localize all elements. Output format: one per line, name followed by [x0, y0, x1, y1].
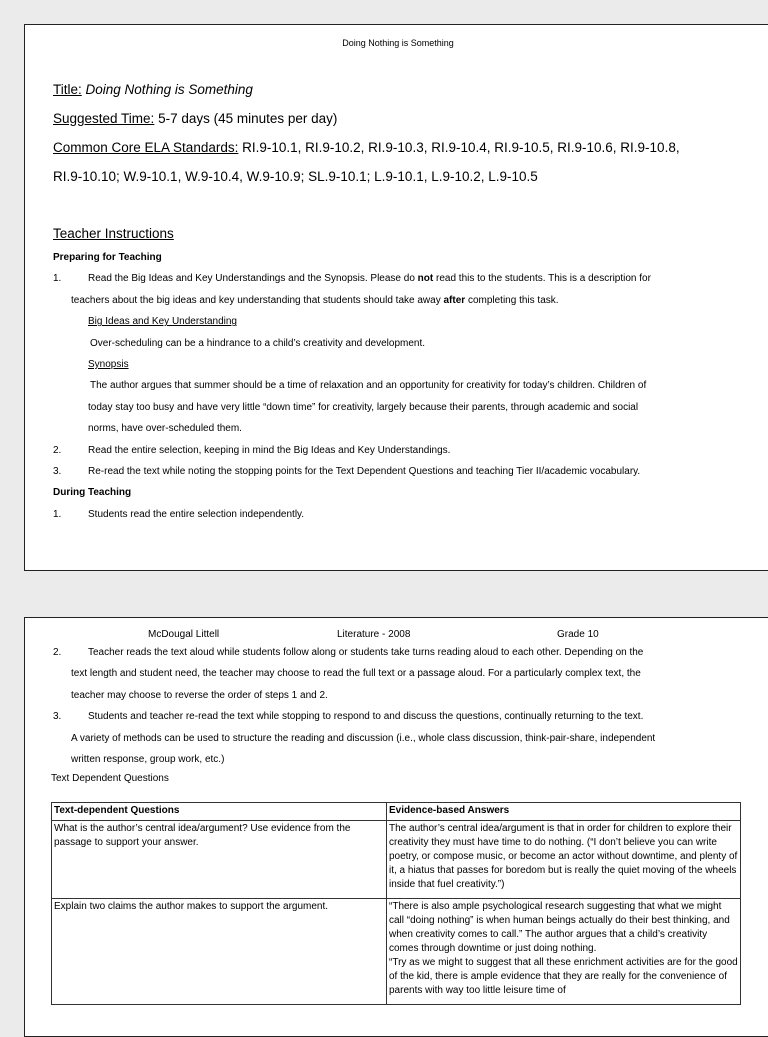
header-publisher: McDougal Littell: [148, 629, 220, 640]
synopsis-line-2: today stay too busy and have very little “down time” for creativity, largely because their parents, through academic and social: [88, 401, 639, 413]
document-page-2: [24, 617, 768, 1037]
during-item-2-line-3: teacher may choose to reverse the order of steps 1 and 2.: [71, 689, 328, 701]
synopsis-line-1: The author argues that summer should be a time of relaxation and an opportunity for creativity for today’s children. Children of: [90, 380, 647, 392]
questions-table: [51, 802, 741, 1005]
list-number: 1.: [53, 273, 62, 285]
page-header: Doing Nothing is Something: [342, 38, 454, 48]
during-item-3-line-2: A variety of methods can be used to structure the reading and discussion (i.e., whole class discussion, think-pair-share, independent: [71, 732, 656, 744]
during-item-3-line-3: written response, group work, etc.): [71, 754, 225, 766]
standards-line-2: RI.9-10.10; W.9-10.1, W.9-10.4, W.9-10.9; SL.9-10.1; L.9-10.1, L.9-10.2, L.9-10.5: [53, 169, 538, 184]
title-value: Doing Nothing is Something: [85, 82, 253, 97]
big-ideas-text: Over-scheduling can be a hindrance to a child’s creativity and development.: [90, 337, 426, 349]
during-item-1: 1. Students read the entire selection independently.: [53, 504, 731, 525]
big-ideas-heading: Big Ideas and Key Understanding: [88, 316, 237, 328]
during-item-2: 2. Teacher reads the text aloud while students follow along or students take turns reading aloud to each other. Depending on the: [53, 642, 731, 663]
document-page-1: [24, 24, 768, 571]
col-header-answers: Evidence-based Answers: [387, 803, 741, 821]
prep-item-3: 3. Re-read the text while noting the stopping points for the Text Dependent Questions and teaching Tier II/academic vocabulary.: [53, 461, 731, 482]
suggested-time-label: Suggested Time:: [53, 111, 155, 126]
answer-paragraph: “Try as we might to suggest that all these enrichment activities are for the good of the kid, there is ample evidence that they are really for the convenience of parents with way too little leisure time of: [389, 957, 738, 996]
table-row: [52, 821, 741, 899]
standards-list-1: RI.9-10.1, RI.9-10.2, RI.9-10.3, RI.9-10.4, RI.9-10.5, RI.9-10.6, RI.9-10.8,: [242, 140, 680, 155]
header-subject: Literature - 2008: [337, 629, 411, 640]
table-row: [52, 899, 741, 1005]
suggested-time-value: 5-7 days (45 minutes per day): [158, 111, 338, 126]
question-cell: What is the author’s central idea/argument? Use evidence from the passage to support your answer.: [52, 821, 387, 899]
list-number: 2.: [53, 444, 62, 456]
list-number: 2.: [53, 647, 62, 658]
answer-paragraph: “There is also ample psychological research suggesting that what we might call “doing nothing” is when human beings actually do their best thinking, and when creativity comes to call.” The author argues that a child’s creativity comes through downtime or just doing nothing.: [389, 901, 730, 954]
during-item-3: 3. Students and teacher re-read the text while stopping to respond to and discuss the questions, continually returning to the text.: [53, 706, 731, 727]
standards-line-1: [53, 140, 680, 155]
prep-item-2: 2. Read the entire selection, keeping in mind the Big Ideas and Key Understandings.: [53, 440, 731, 461]
suggested-time-line: [53, 111, 337, 126]
title-label: Title:: [53, 82, 82, 97]
synopsis-line-3: norms, have over-scheduled them.: [88, 423, 242, 435]
during-item-2-line-2: text length and student need, the teacher may choose to read the full text or a passage aloud. For a particularly complex text, the: [71, 668, 641, 680]
title-line: [53, 82, 253, 97]
list-number: 3.: [53, 466, 62, 478]
question-cell: Explain two claims the author makes to support the argument.: [52, 899, 387, 1005]
header-grade: Grade 10: [557, 629, 599, 640]
list-number: 3.: [53, 711, 62, 723]
during-heading: During Teaching: [53, 487, 132, 499]
tdq-heading: Text Dependent Questions: [51, 773, 169, 784]
answer-cell: [387, 899, 741, 1005]
instructions-body: [53, 247, 731, 525]
col-header-questions: Text-dependent Questions: [52, 803, 387, 821]
during-teaching-cont: [53, 642, 731, 770]
list-number: 1.: [53, 508, 62, 520]
prep-item-1-cont: teachers about the big ideas and key understanding that students should take away after completing this task.: [71, 294, 559, 306]
answer-cell: The author’s central idea/argument is that in order for children to explore their creativity they must have time to do nothing. (“I don’t believe you can write poetry, or compose music, or become an actor without downtime, and plenty of it, a hiatus that passes for boredom but is really the quiet moving of the wheels inside that fuel creativity.”): [387, 821, 741, 899]
teacher-instructions-heading: Teacher Instructions: [53, 226, 174, 241]
table-header-row: [52, 803, 741, 821]
prep-item-1: 1. Read the Big Ideas and Key Understandings and the Synopsis. Please do not read this to the students. This is a description for: [53, 268, 731, 289]
synopsis-heading: Synopsis: [88, 359, 129, 371]
standards-label: Common Core ELA Standards:: [53, 140, 239, 155]
preparing-heading: Preparing for Teaching: [53, 252, 162, 263]
